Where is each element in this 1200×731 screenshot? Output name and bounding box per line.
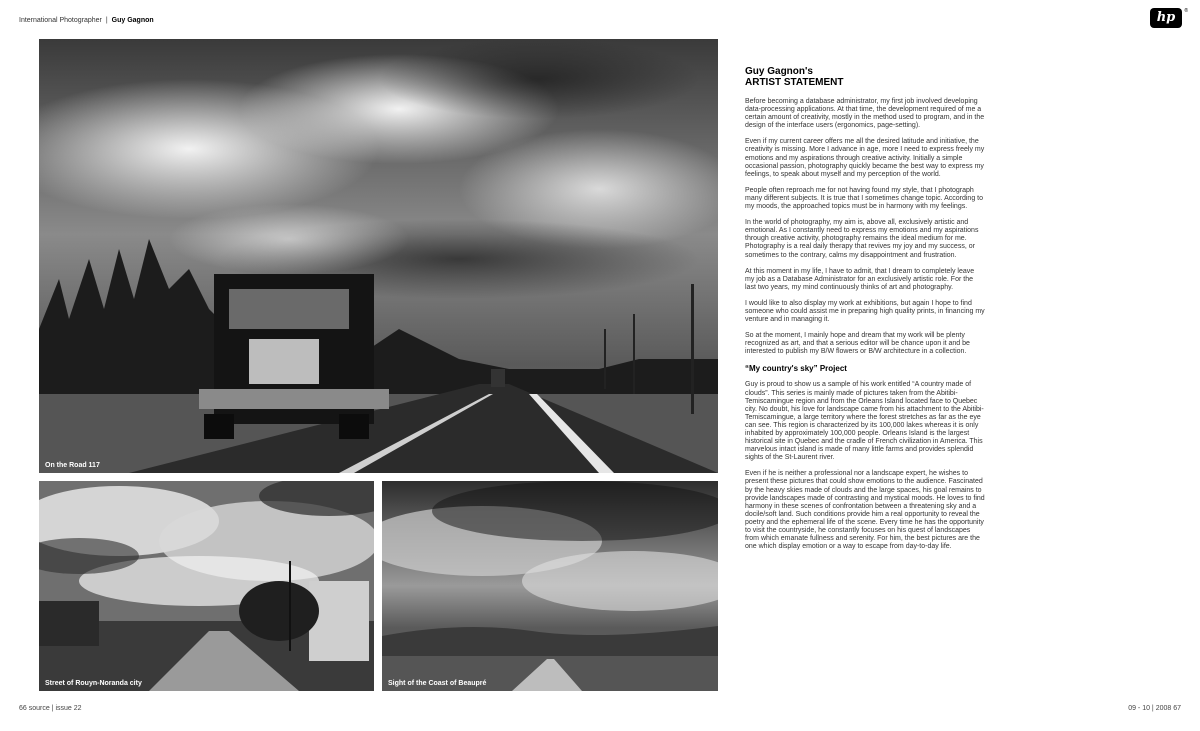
paragraph: Even if he is neither a professional nor a landscape expert, he wishes to present these pictures that could show emotions to the audience. Fascinated by the heavy skies made of clouds and the large spaces, his goal remains to provide landscapes made of contrasting and mystical moods. He loves to find harmony in these scenes of confrontation between a threatening sky and a docile/soft land. Such conditions provide him a real opportunity to reveal the poetry and the ephemeral life of the scene. Every time he has the opportunity to visit the countryside, he constantly focuses on his quest of landscapes from which emanate fullness and serenity. For him, the best pictures are the one which display emotion or a way to escape from day-to-day life. (745, 470, 985, 551)
caption-street: Street of Rouyn-Noranda city (45, 680, 142, 687)
photo-coast-of-beaupre (382, 481, 718, 691)
paragraph: I would like to also display my work at exhibitions, but again I hope to find someone who could assist me in preparing high quality prints, in financing my venture and in managing it. (745, 299, 985, 324)
photo-street-image (39, 481, 374, 691)
footer-page-left: 66 source | issue 22 (19, 705, 82, 712)
photo-street-rouyn-noranda (39, 481, 374, 691)
artist-statement-article (745, 66, 985, 559)
article-title-line1: Guy Gagnon's (745, 66, 813, 77)
footer-page-right: 09 - 10 | 2008 67 (1128, 705, 1181, 712)
caption-coast: Sight of the Coast of Beaupré (388, 680, 487, 687)
author-name: Guy Gagnon (111, 17, 154, 24)
hp-logo-text: hp (1156, 10, 1176, 25)
running-header (19, 17, 154, 24)
photo-on-the-road-image (39, 39, 718, 473)
header-separator: | (105, 17, 108, 24)
registered-mark: ® (1184, 8, 1188, 14)
paragraph: In the world of photography, my aim is, above all, exclusively artistic and emotional. As I constantly need to express my emotions and my aspirations through creative activity, photography remains the ideal medium for me. Photography is a real daily therapy that revives my joy and my success, or sometimes to the contrary, calms my disappointment and frustration. (745, 219, 979, 259)
publication-name: International Photographer (19, 17, 102, 24)
photo-coast-image (382, 481, 718, 691)
project-heading: “My country's sky” Project (745, 364, 847, 374)
photo-on-the-road (39, 39, 718, 473)
paragraph: Even if my current career offers me all the desired latitude and initiative, the creativity is missing. More I advance in age, more I need to express freely my emotions and my aspirations through creative activity. Initially a simple occasional passion, photography quickly became the best way to express my feelings, to speak about myself and my perception of the world. (745, 138, 985, 178)
article-title (745, 66, 985, 88)
caption-on-the-road: On the Road 117 (45, 462, 100, 469)
article-title-line2: ARTIST STATEMENT (745, 77, 844, 88)
hp-logo-icon (1150, 8, 1188, 28)
paragraph: So at the moment, I mainly hope and dream that my work will be plenty recognized as art, and that a serious editor will be chance upon it and be interested to publish my B/W flowers or B/W architecture in a collection. (745, 332, 970, 356)
paragraph: Guy is proud to show us a sample of his work entitled “A country made of clouds”. This series is mainly made of pictures taken from the Abitibi-Temiscamingue region and from the Orleans Island located face to Quebec city. No doubt, his love for landscape came from his attachment to the Abitibi-Temiscamingue, a large territory where the forest stretches as far as the eye can see. This region is characterized by its 100,000 lakes whereas it is only inhabited by approximately 100,000 people. Orleans Island is the largest historical site in Quebec and the cradle of French civilization in America. This marvelous intact island is made of many little farms and provides splendid sights of the St-Laurent river. (745, 381, 984, 462)
paragraph: Before becoming a database administrator, my first job involved developing data-processing applications. At that time, the development required of me a certain amount of creativity, mostly in the method used to program, and in the design of the interface users (ergonomics, page-setting). (745, 98, 985, 130)
paragraph: At this moment in my life, I have to admit, that I dream to completely leave my job as a Database Administrator for an exclusively artistic role. For the last two years, my mind continuously thinks of art and photography. (745, 267, 975, 291)
paragraph: People often reproach me for not having found my style, that I photograph many different subjects. It is true that I sometimes change topic. According to my moods, the approached topics must be in harmony with my feelings. (745, 186, 983, 211)
